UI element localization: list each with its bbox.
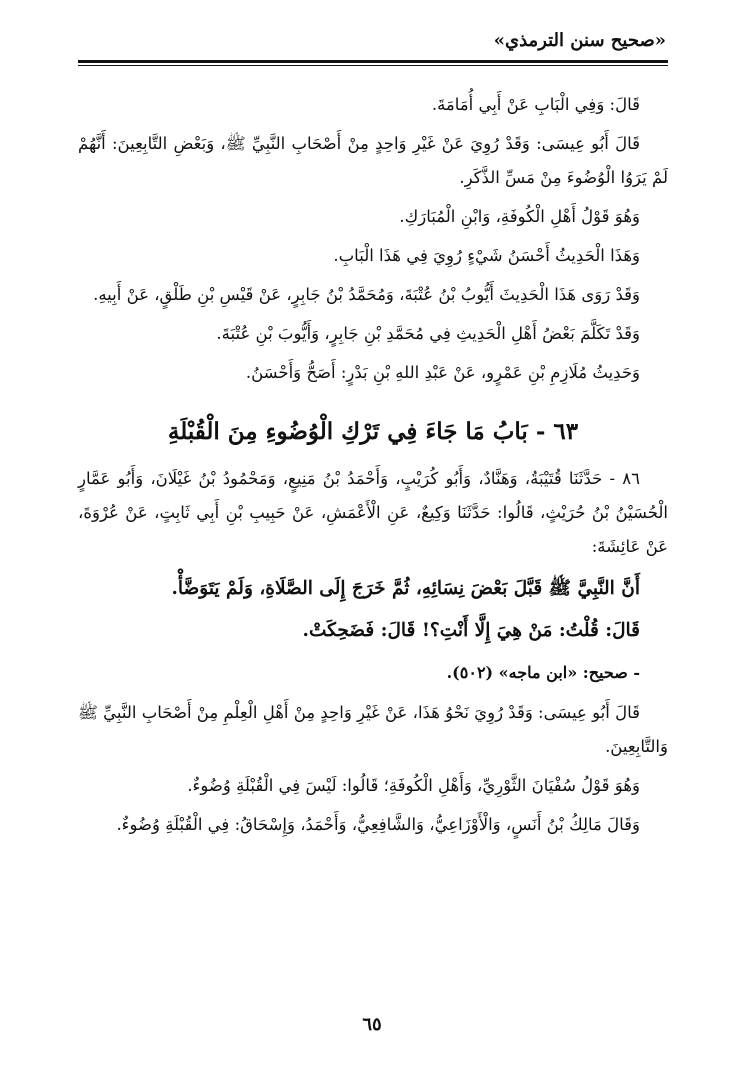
page-number: ٦٥	[362, 1014, 382, 1035]
paragraph: وَهُوَ قَوْلُ سُفْيَانَ الثَّوْرِيِّ، وَأَهْلِ الْكُوفَةِ؛ قَالُوا: لَيْسَ فِي الْقُبْلَةِ وُضُوءٌ.	[187, 776, 640, 795]
paragraph: وَقَالَ مَالِكُ بْنُ أَنَسٍ، وَالْأَوْزَاعِيُّ، وَالشَّافِعِيُّ، وَأَحْمَدُ، وَإِسْحَاقُ: فِي الْقُبْلَةِ وُضُوءٌ.	[116, 815, 640, 834]
hadith-matn: أَنَّ النَّبِيَّ ﷺ قَبَّلَ بَعْضَ نِسَائِهِ، ثُمَّ خَرَجَ إِلَى الصَّلَاةِ، وَلَمْ يَتَوَضَّأْ.	[171, 578, 640, 599]
hadith-grade: - صحيح: «ابن ماجه» (٥٠٢).	[446, 663, 640, 682]
paragraph: وَقَدْ رَوَى هَذَا الْحَدِيثَ أَيُّوبُ بْنُ عُتْبَةَ، وَمُحَمَّدُ بْنُ جَابِرٍ، عَنْ قَيْسِ بْنِ طَلْقٍ، عَنْ أَبِيهِ.	[93, 285, 640, 304]
chapter-heading: ٦٣ - بَابُ مَا جَاءَ فِي تَرْكِ الْوُضُوءِ مِنَ الْقُبْلَةِ	[167, 418, 579, 445]
header-rule-thick	[78, 60, 668, 63]
hadith-matn: قَالَ: قُلْتُ: مَنْ هِيَ إِلَّا أَنْتِ؟! قَالَ: فَضَحِكَتْ.	[302, 620, 640, 641]
paragraph: قَالَ: وَفِي الْبَابِ عَنْ أَبِي أُمَامَةَ.	[431, 95, 640, 114]
running-header-title: «صحيح سنن الترمذي»	[493, 30, 666, 51]
hadith-isnad: ٨٦ - حَدَّثَنَا قُتَيْبَةُ، وَهَنَّادٌ، وَأَبُو كُرَيْبٍ، وَأَحْمَدُ بْنُ مَنِيعٍ، وَمَحْمُودُ بْنُ غَيْلَانَ، وَأَبُو عَمَّارٍ الْحُسَيْنُ بْنُ حُرَيْثٍ، قَالُوا: حَدَّثَنَا وَكِيعٌ، عَنِ الْأَعْمَشِ، عَنْ حَبِيبِ بْنِ أَبِي ثَابِتٍ، عَنْ عُرْوَةَ، عَنْ عَائِشَةَ:	[78, 469, 668, 556]
paragraph: قَالَ أَبُو عِيسَى: وَقَدْ رُوِيَ نَحْوُ هَذَا، عَنْ غَيْرِ وَاحِدٍ مِنْ أَهْلِ الْعِلْمِ مِنْ أَصْحَابِ النَّبِيِّ ﷺ وَالتَّابِعِينَ.	[78, 703, 668, 756]
paragraph: وَهُوَ قَوْلُ أَهْلِ الْكُوفَةِ، وَابْنِ الْمُبَارَكِ.	[399, 207, 640, 226]
header-rule-thin	[78, 65, 668, 66]
paragraph: وَقَدْ تَكَلَّمَ بَعْضُ أَهْلِ الْحَدِيثِ فِي مُحَمَّدِ بْنِ جَابِرٍ، وَأَيُّوبَ بْنِ عُتْبَةَ.	[216, 324, 640, 343]
paragraph: وَحَدِيثُ مُلَازِمِ بْنِ عَمْرٍو، عَنْ عَبْدِ اللهِ بْنِ بَدْرٍ: أَصَحُّ وَأَحْسَنُ.	[245, 363, 640, 382]
paragraph: وَهَذَا الْحَدِيثُ أَحْسَنُ شَيْءٍ رُوِيَ فِي هَذَا الْبَابِ.	[333, 246, 640, 265]
page-body	[78, 88, 668, 847]
paragraph: قَالَ أَبُو عِيسَى: وَقَدْ رُوِيَ عَنْ غَيْرِ وَاحِدٍ مِنْ أَصْحَابِ النَّبِيِّ ﷺ، وَبَعْضِ التَّابِعِينَ: أَنَّهُمْ لَمْ يَرَوُا الْوُضُوءَ مِنْ مَسِّ الذَّكَرِ.	[78, 134, 668, 187]
